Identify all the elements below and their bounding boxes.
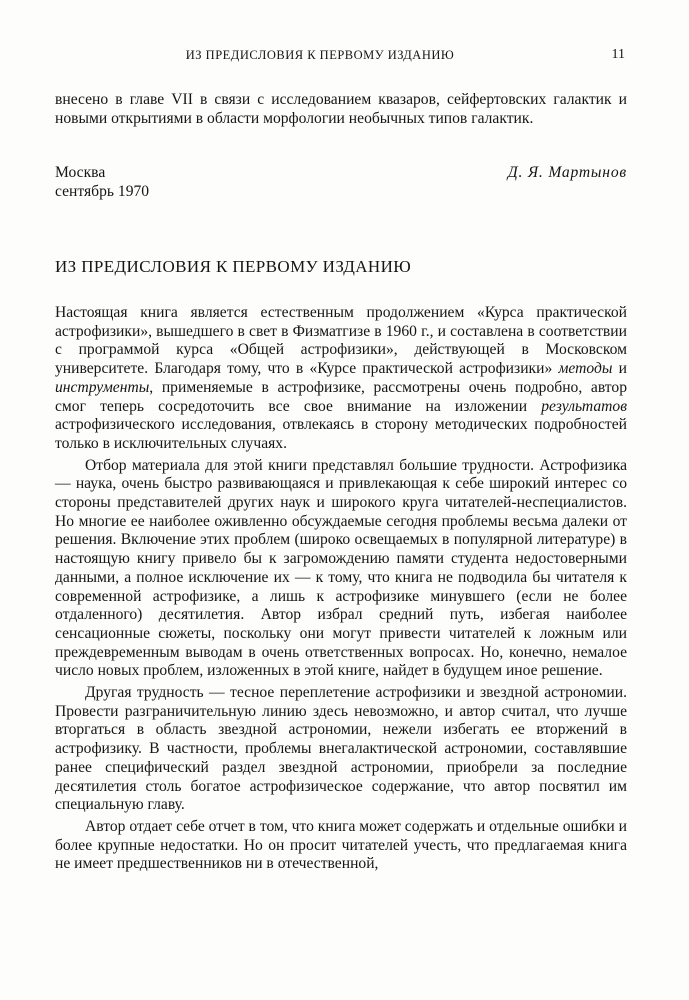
p1-emphasis-results: результатов — [541, 397, 627, 415]
preface-place-date — [55, 163, 149, 201]
p1-text-d: астрофизического исследования, отвлекаясь в сторону методических подробностей только в исключительных случаях. — [55, 416, 627, 452]
running-header — [55, 44, 625, 66]
section-title: ИЗ ПРЕДИСЛОВИЯ К ПЕРВОМУ ИЗДАНИЮ — [55, 257, 412, 276]
preface-place: Москва — [55, 164, 106, 181]
page-number: 11 — [611, 47, 625, 62]
previous-preface-ending: внесено в главе VII в связи с исследованием квазаров, сейфертовских галактик и новыми открытиями в области морфологии необычных типов галактик. — [55, 91, 627, 128]
section-body — [55, 304, 627, 877]
paragraph-3: Другая трудность — тесное переплетение астрофизики и звездной астрономии. Провести разграничительную линию здесь невозможно, и автор считал, что лучше вторгаться в область звездной астрономии, нежели избегать ее вторжений в астрофизику. В частности, проблемы внегалактической астрономии, составлявшие ранее специфический раздел звездной астрономии, приобрели за последние десятилетия столь богатое астрофизическое содержание, что автор посвятил им специальную главу. — [55, 684, 627, 814]
running-title: ИЗ ПРЕДИСЛОВИЯ К ПЕРВОМУ ИЗДАНИЮ — [185, 48, 455, 62]
p1-text-b: и — [612, 360, 628, 378]
p1-text-a: Настоящая книга является естественным продолжением «Курса практической астрофизики», вышедшего в свет в Физматгизе в 1960 г., и составлена в соответствии с программой курса «Общей астрофизики», действующей в Московском университете. Благодаря тому, что в «Курсе практической астрофизики» — [55, 304, 627, 378]
p1-emphasis-methods: методы — [558, 360, 613, 378]
p1-emphasis-instruments: инструменты — [55, 378, 150, 396]
preface-date: сентябрь 1970 — [55, 183, 150, 201]
paragraph-2: Отбор материала для этой книги представлял большие трудности. Астрофизика — наука, очень быстро развивающаяся и привлекающая к себе широкий интерес со стороны представителей других наук и широкого круга читателей-неспециалистов. Но многие ее наиболее оживленно обсуждаемые сегодня проблемы весьма далеки от решения. Включение этих проблем (широко освещаемых в популярной литературе) в настоящую книгу привело бы к загромождению памяти студента недостоверными данными, а полное исключение их — к тому, что книга не подводила бы читателя к современной астрофизике, а лишь к астрофизике минувшего (если не более отдаленного) десятилетия. Автор избрал средний путь, избегая наиболее сенсационные сюжеты, поскольку они могут привести читателей к ложным или преждевременным выводам в очень ответственных вопросах. Но, конечно, немалое число новых проблем, изложенных в этой книге, найдет в будущем иное решение. — [55, 456, 627, 680]
author-signature: Д. Я. Мартынов — [507, 164, 627, 181]
p1-text-c: , применяемые в астрофизике, рассмотрены очень подробно, автор смог теперь сосредоточить все свое внимание на изложении — [55, 378, 627, 415]
paragraph-4: Автор отдает себе отчет в том, что книга может содержать и отдельные ошибки и более крупные недостатки. Но он просит читателей учесть, что предлагаемая книга не имеет предшественников ни в отечественной, — [55, 817, 627, 873]
paragraph-1 — [55, 304, 627, 454]
